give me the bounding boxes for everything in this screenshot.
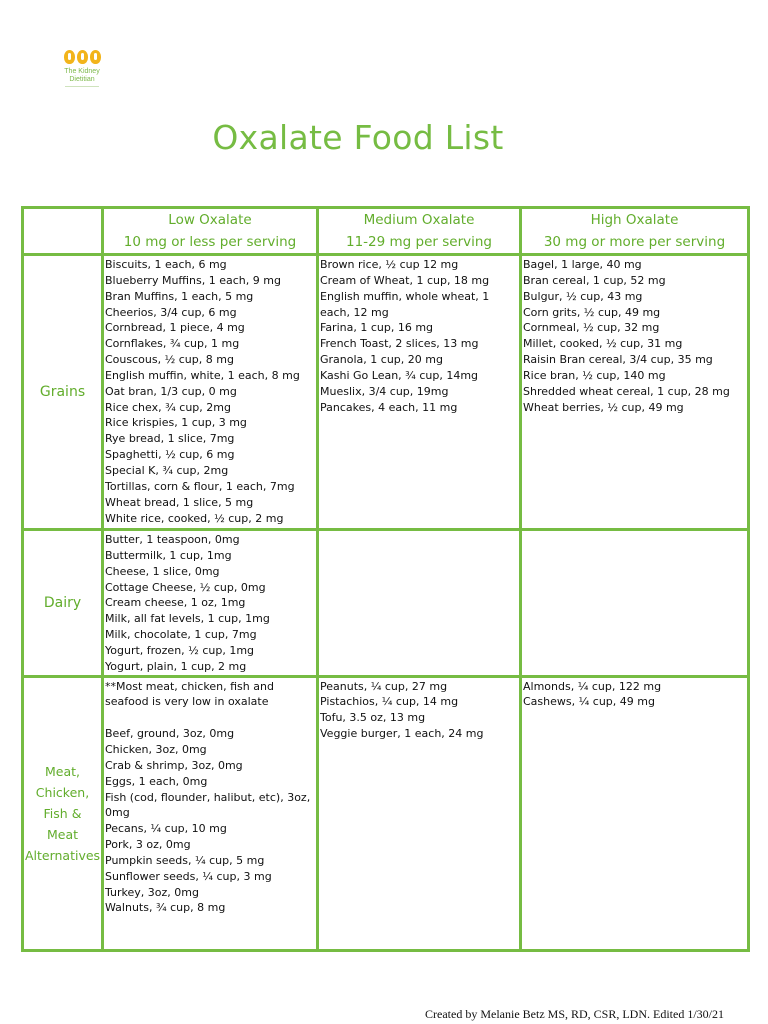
food-item: Rice chex, ¾ cup, 2mg [105, 400, 231, 414]
category-meat-line: Meat, [44, 763, 80, 779]
food-item: Bagel, 1 large, 40 mg [523, 258, 642, 271]
food-item: Corn grits, ½ cup, 49 mg [523, 305, 661, 319]
food-item: Millet, cooked, ½ cup, 31 mg [523, 337, 683, 351]
food-item: Kashi Go Lean, ¾ cup, 14mg [320, 368, 479, 382]
food-item: Yogurt, plain, 1 cup, 2 mg [105, 659, 247, 673]
meat-row [23, 676, 749, 950]
food-item: Wheat bread, 1 slice, 5 mg [105, 495, 254, 509]
food-item: Granola, 1 cup, 20 mg [320, 353, 443, 367]
header-low-sub: 10 mg or less per serving [123, 234, 297, 250]
dairy-high-cell [521, 530, 749, 677]
meat-low-cell [103, 676, 318, 950]
logo-text-line2: Dietitian [69, 76, 95, 83]
logo-text-line1: The Kidney [64, 68, 100, 75]
header-low-name: Low Oxalate [168, 212, 252, 228]
food-item: Biscuits, 1 each, 6 mg [105, 258, 227, 271]
food-item: Rice krispies, 1 cup, 3 mg [105, 416, 247, 430]
header-medium [318, 208, 521, 255]
food-item: Cashews, ¼ cup, 49 mg [523, 695, 655, 709]
page-title: Oxalate Food List [212, 118, 504, 157]
food-item: Cheese, 1 slice, 0mg [105, 564, 220, 578]
food-item: Cornbread, 1 piece, 4 mg [105, 321, 245, 335]
food-item: Beef, ground, 3oz, 0mg [105, 727, 235, 741]
food-item: Almonds, ¼ cup, 122 mg [523, 679, 662, 693]
header-high-sub: 30 mg or more per serving [543, 234, 726, 250]
category-meat-line: Chicken, [35, 784, 90, 800]
food-item: Cottage Cheese, ½ cup, 0mg [105, 580, 266, 594]
category-meat-line: Meat [46, 826, 79, 842]
food-item: Oat bran, 1/3 cup, 0 mg [105, 384, 237, 398]
food-item: Fish (cod, flounder, halibut, etc), 3oz, 0mg [105, 790, 311, 820]
meat-high-cell [521, 676, 749, 950]
food-item: French Toast, 2 slices, 13 mg [320, 337, 479, 351]
category-meat [23, 676, 103, 950]
food-item: Cream of Wheat, 1 cup, 18 mg [320, 273, 490, 287]
food-item: Veggie burger, 1 each, 24 mg [320, 727, 484, 741]
food-item: Cream cheese, 1 oz, 1mg [105, 596, 246, 610]
food-item: Couscous, ½ cup, 8 mg [105, 353, 234, 367]
header-medium-sub: 11-29 mg per serving [345, 234, 492, 250]
food-item: Brown rice, ½ cup 12 mg [320, 258, 459, 271]
food-item: Pecans, ¼ cup, 10 mg [105, 822, 227, 836]
food-item: Chicken, 3oz, 0mg [105, 742, 207, 756]
food-item: Farina, 1 cup, 16 mg [320, 321, 434, 335]
grains-low-cell [103, 255, 318, 530]
header-high-name: High Oxalate [590, 212, 679, 228]
food-item: Milk, chocolate, 1 cup, 7mg [105, 628, 257, 642]
food-item: Bran cereal, 1 cup, 52 mg [523, 273, 666, 287]
food-item: Wheat berries, ½ cup, 49 mg [523, 400, 684, 414]
food-item: Sunflower seeds, ¼ cup, 3 mg [105, 869, 272, 883]
meat-low-list [105, 726, 316, 916]
header-medium-name: Medium Oxalate [363, 212, 475, 228]
food-item: Milk, all fat levels, 1 cup, 1mg [105, 612, 270, 626]
food-item: Tofu, 3.5 oz, 13 mg [320, 711, 426, 725]
category-meat-line: Alternatives [24, 847, 101, 863]
dairy-row [23, 530, 749, 677]
food-item: Turkey, 3oz, 0mg [105, 885, 199, 899]
grains-row [23, 255, 749, 530]
corner-cell [23, 208, 103, 255]
meat-medium-cell [318, 676, 521, 950]
header-low [103, 208, 318, 255]
meat-low-note: **Most meat, chicken, fish and seafood is very low in oxalate [105, 679, 274, 709]
category-dairy: Dairy [23, 530, 103, 677]
food-item: White rice, cooked, ½ cup, 2 mg [105, 511, 284, 525]
food-item: Shredded wheat cereal, 1 cup, 28 mg [523, 384, 730, 398]
food-item: Special K, ¾ cup, 2mg [105, 463, 229, 477]
header-row [23, 208, 749, 255]
oxalate-table [21, 206, 750, 952]
food-item: English muffin, white, 1 each, 8 mg [105, 368, 300, 382]
logo-tagline-rule [65, 86, 99, 87]
food-item: Crab & shrimp, 3oz, 0mg [105, 758, 243, 772]
grains-high-cell [521, 255, 749, 530]
food-item: Raisin Bran cereal, 3/4 cup, 35 mg [523, 353, 713, 367]
food-item: Walnuts, ¾ cup, 8 mg [105, 901, 226, 915]
food-item: Buttermilk, 1 cup, 1mg [105, 548, 232, 562]
category-grains: Grains [23, 255, 103, 530]
food-item: Cheerios, 3/4 cup, 6 mg [105, 305, 237, 319]
food-item: Mueslix, 3/4 cup, 19mg [320, 384, 449, 398]
food-item: Rice bran, ½ cup, 140 mg [523, 368, 666, 382]
food-item: Spaghetti, ½ cup, 6 mg [105, 448, 235, 462]
food-item: Bulgur, ½ cup, 43 mg [523, 289, 643, 303]
header-high [521, 208, 749, 255]
food-item: Pork, 3 oz, 0mg [105, 838, 191, 852]
kidney-dietitian-logo [56, 50, 108, 87]
food-item: Eggs, 1 each, 0mg [105, 774, 208, 788]
food-item: Cornmeal, ½ cup, 32 mg [523, 321, 660, 335]
food-item: Pistachios, ¼ cup, 14 mg [320, 695, 459, 709]
food-item: Yogurt, frozen, ½ cup, 1mg [105, 643, 255, 657]
dairy-low-cell [103, 530, 318, 677]
category-meat-line: Fish & [43, 805, 82, 821]
food-item: Cornflakes, ¾ cup, 1 mg [105, 337, 240, 351]
food-item: Butter, 1 teaspoon, 0mg [105, 533, 240, 546]
grains-medium-cell [318, 255, 521, 530]
food-item: Pancakes, 4 each, 11 mg [320, 400, 458, 414]
food-item: Bran Muffins, 1 each, 5 mg [105, 289, 254, 303]
food-item: Pumpkin seeds, ¼ cup, 5 mg [105, 853, 265, 867]
dairy-medium-cell [318, 530, 521, 677]
food-item: Tortillas, corn & flour, 1 each, 7mg [105, 479, 295, 493]
food-item: English muffin, whole wheat, 1 each, 12 mg [320, 289, 490, 319]
food-item: Blueberry Muffins, 1 each, 9 mg [105, 273, 281, 287]
logo-kidney-icon [56, 50, 108, 68]
food-item: Peanuts, ¼ cup, 27 mg [320, 679, 448, 693]
footer-credit: Created by Melanie Betz MS, RD, CSR, LDN. Edited 1/30/21 [425, 1007, 724, 1021]
food-item: Rye bread, 1 slice, 7mg [105, 432, 235, 446]
